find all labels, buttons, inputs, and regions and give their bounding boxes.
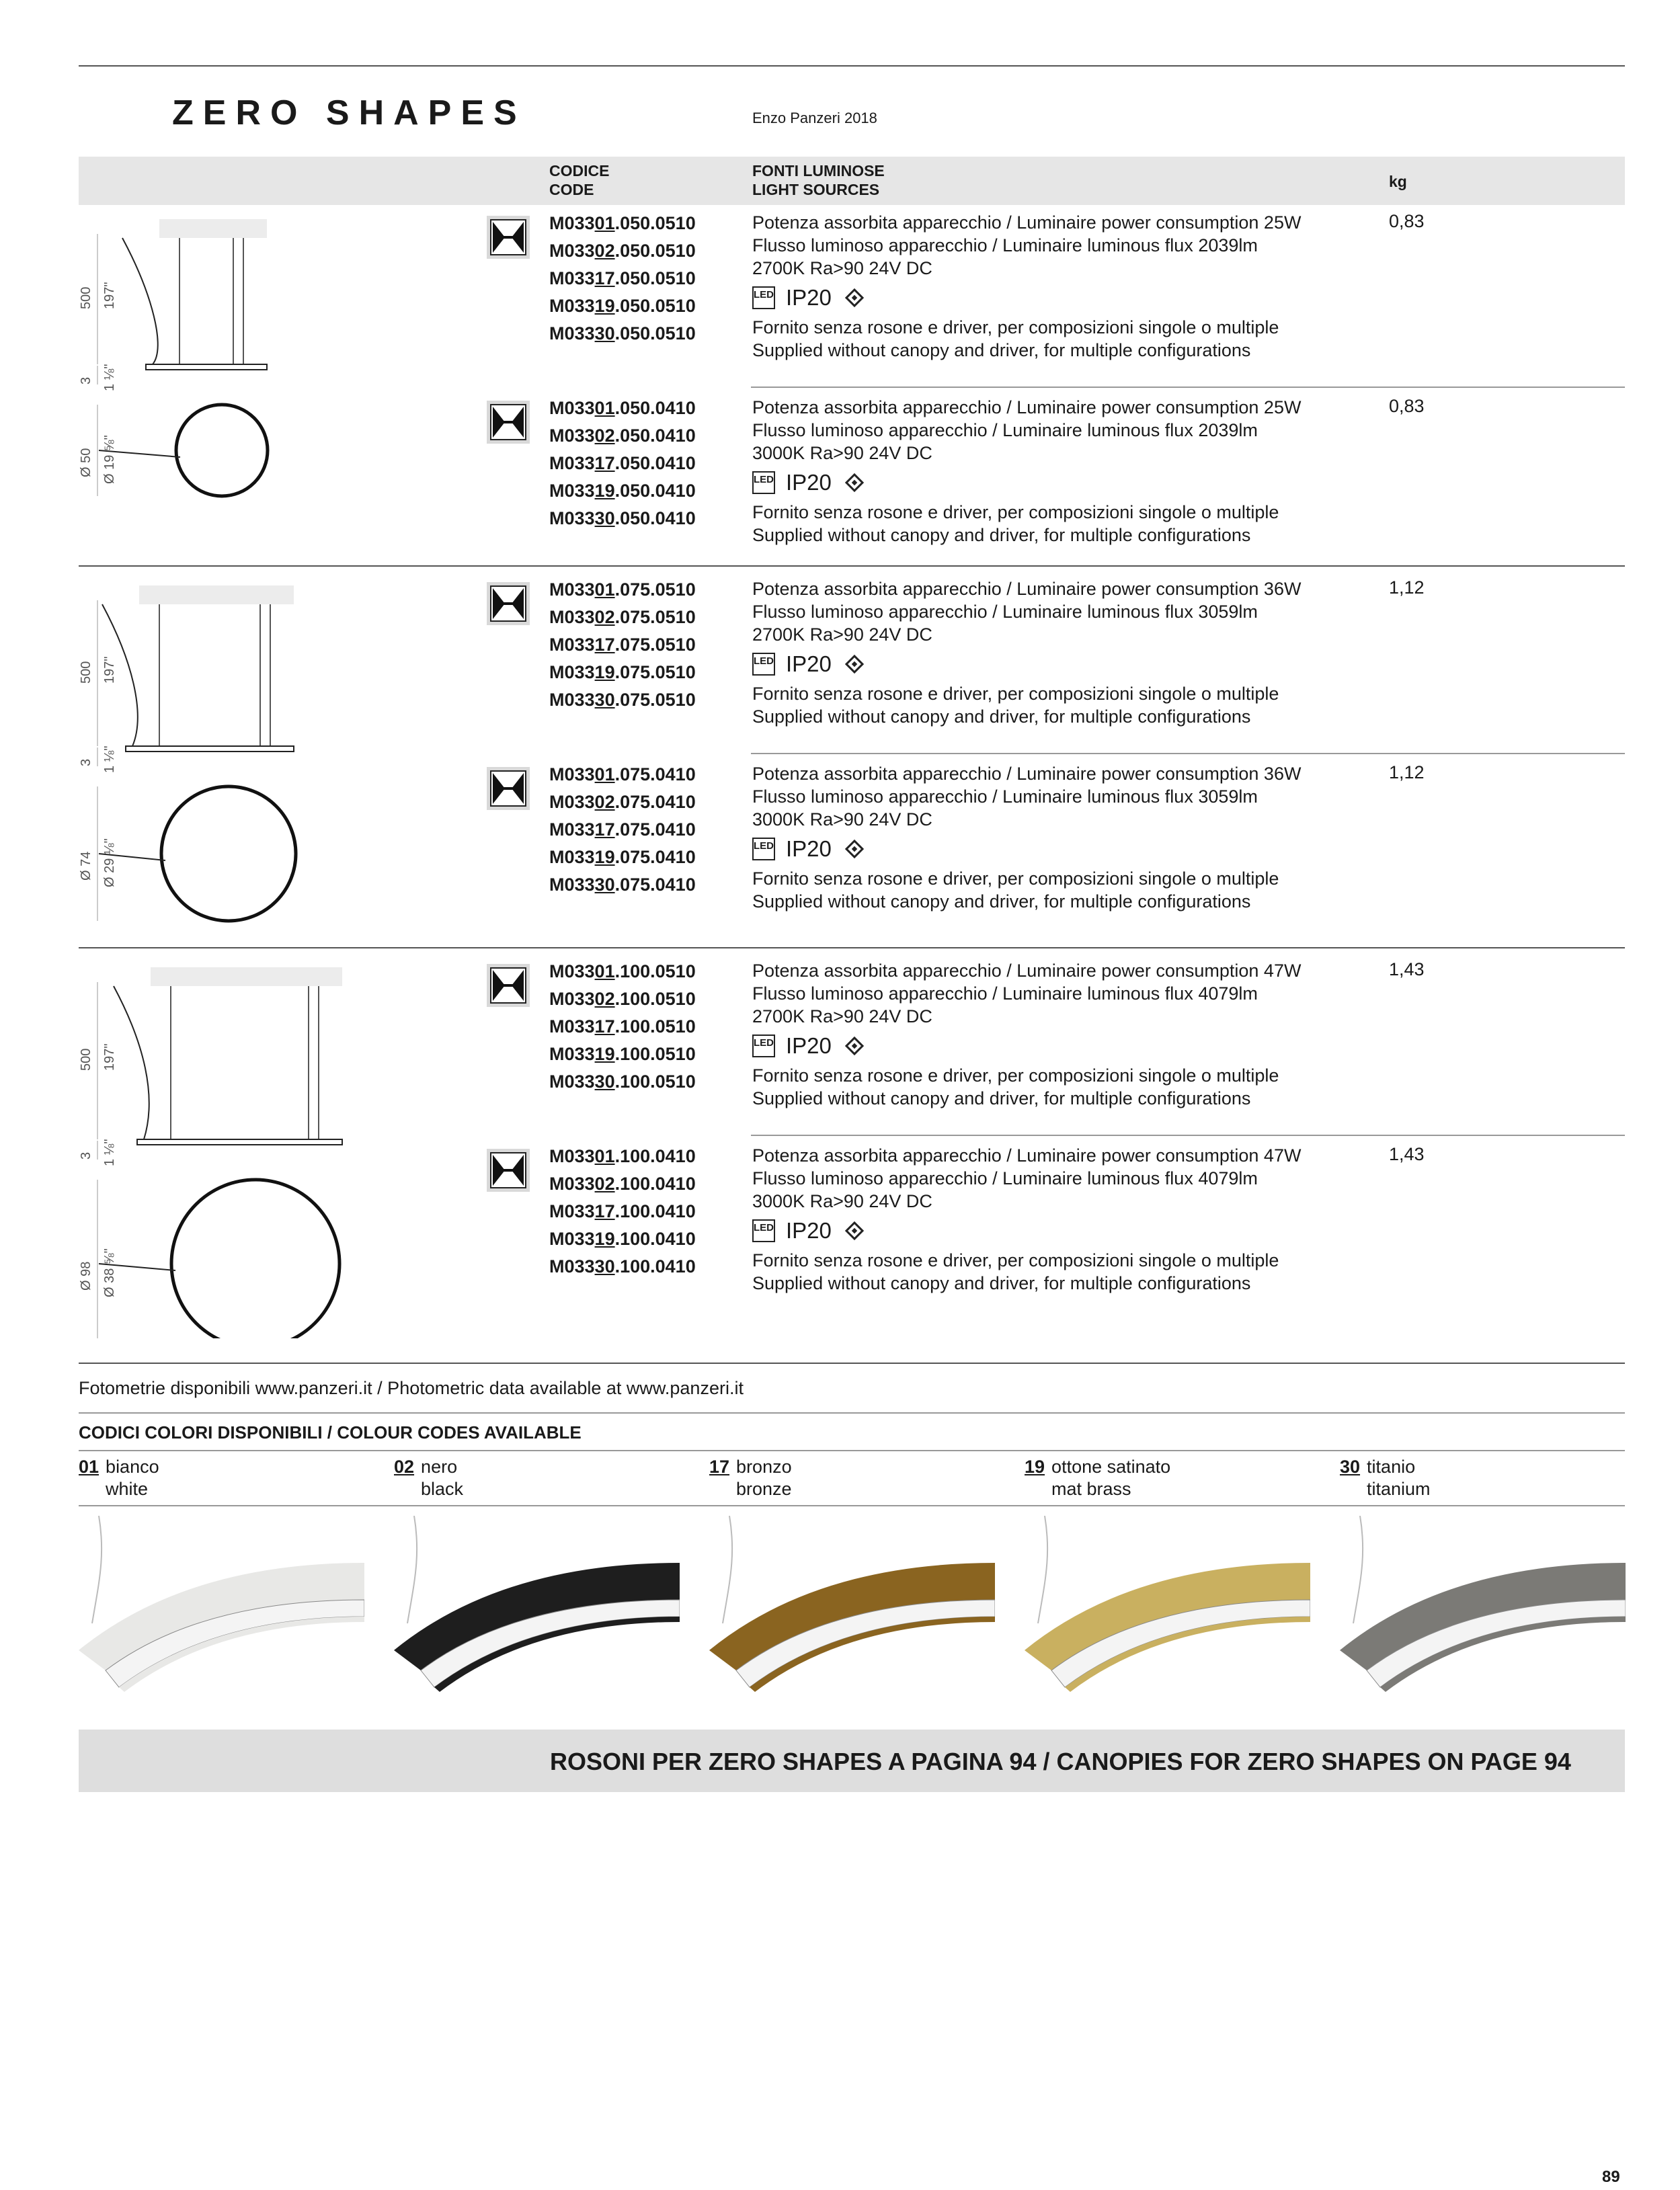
spec-note-en: Supplied without canopy and driver, for multiple configurations xyxy=(752,891,1251,911)
beam-icon xyxy=(487,1149,530,1192)
spec-temp: 2700K Ra>90 24V DC xyxy=(752,624,932,645)
ip-rating: IP20 xyxy=(786,285,832,310)
designer-year: Enzo Panzeri 2018 xyxy=(752,110,877,126)
colour-code: 30 xyxy=(594,1071,615,1092)
product-code xyxy=(549,395,696,422)
product-code xyxy=(549,576,696,604)
colour-code-item xyxy=(709,1456,792,1500)
code-prefix: M033 xyxy=(549,792,595,812)
weight-value: 1,12 xyxy=(1389,577,1425,598)
colour-code: 30 xyxy=(594,508,615,528)
ring-side-view xyxy=(126,746,294,752)
col-code-it: CODICE xyxy=(549,162,610,179)
code-suffix: .100.0510 xyxy=(614,989,696,1009)
colour-code: 02 xyxy=(594,241,615,261)
colour-code: 01 xyxy=(594,764,615,784)
safety-class-icon xyxy=(845,288,864,307)
product-code xyxy=(549,659,696,686)
spec-temp: 2700K Ra>90 24V DC xyxy=(752,258,932,278)
beam-icon xyxy=(487,401,530,444)
colour-name-en: white xyxy=(106,1479,149,1499)
product-code xyxy=(549,1198,696,1225)
code-prefix: M033 xyxy=(549,847,595,867)
hanging-wire xyxy=(1353,1516,1363,1623)
code-suffix: .100.0410 xyxy=(614,1256,696,1276)
spec-power: Potenza assorbita apparecchio / Luminaire power consumption 25W xyxy=(752,212,1302,233)
code-suffix: .100.0410 xyxy=(614,1146,696,1166)
beam-icon xyxy=(487,216,530,259)
product-code xyxy=(549,844,696,871)
beam-icon xyxy=(487,767,530,810)
code-suffix: .050.0410 xyxy=(614,398,696,418)
colour-name-it: ottone satinato xyxy=(1051,1457,1171,1477)
beam-icon xyxy=(487,964,530,1007)
colour-code: 17 xyxy=(594,453,615,473)
hanging-wire xyxy=(407,1516,417,1623)
colour-swatch-titanio xyxy=(1340,1516,1626,1717)
colour-code-item xyxy=(1025,1456,1170,1500)
canopy-note: ROSONI PER ZERO SHAPES A PAGINA 94 / CANOPIES FOR ZERO SHAPES ON PAGE 94 xyxy=(550,1748,1571,1775)
spec-flux: Flusso luminoso apparecchio / Luminaire luminous flux 4079lm xyxy=(752,983,1258,1004)
code-prefix: M033 xyxy=(549,607,595,627)
colour-heading: CODICI COLORI DISPONIBILI / COLOUR CODES AVAILABLE xyxy=(79,1422,582,1443)
spec-flux: Flusso luminoso apparecchio / Luminaire luminous flux 3059lm xyxy=(752,602,1258,622)
safety-class-icon xyxy=(845,1037,864,1055)
spec-note-it: Fornito senza rosone e driver, per composizioni singole o multiple xyxy=(752,502,1279,522)
code-suffix: .050.0510 xyxy=(614,268,696,288)
code-suffix: .100.0410 xyxy=(614,1201,696,1221)
colour-swatch-nero xyxy=(394,1516,680,1717)
dimension-label: 1 ⅛" xyxy=(102,364,117,391)
code-suffix: .100.0510 xyxy=(614,1044,696,1064)
spec-power: Potenza assorbita apparecchio / Luminaire power consumption 36W xyxy=(752,579,1302,599)
code-prefix: M033 xyxy=(549,1256,595,1276)
col-light-en: LIGHT SOURCES xyxy=(752,181,880,198)
weight-value: 1,43 xyxy=(1389,959,1425,979)
safety-class-icon xyxy=(845,655,864,674)
code-suffix: .100.0510 xyxy=(614,1071,696,1092)
rating-row xyxy=(752,1213,1344,1249)
light-source-specs xyxy=(752,577,1344,728)
variant-rule xyxy=(751,753,1625,754)
colour-code: 17 xyxy=(594,268,615,288)
code-prefix: M033 xyxy=(549,1044,595,1064)
code-list xyxy=(549,1143,696,1281)
code-suffix: .050.0410 xyxy=(614,481,696,501)
light-source-specs xyxy=(752,762,1344,913)
section-rule xyxy=(79,1412,1625,1414)
code-suffix: .075.0510 xyxy=(614,579,696,600)
product-code xyxy=(549,1253,696,1281)
code-prefix: M033 xyxy=(549,425,595,446)
code-prefix: M033 xyxy=(549,1201,595,1221)
spec-note-en: Supplied without canopy and driver, for multiple configurations xyxy=(752,1273,1251,1293)
product-code xyxy=(549,1013,696,1041)
rating-row xyxy=(752,464,1344,501)
spec-power: Potenza assorbita apparecchio / Luminaire power consumption 47W xyxy=(752,961,1302,981)
spec-note-it: Fornito senza rosone e driver, per composizioni singole o multiple xyxy=(752,684,1279,704)
power-cable xyxy=(114,986,149,1139)
colour-code-item xyxy=(1340,1456,1431,1500)
product-code xyxy=(549,422,696,450)
product-code xyxy=(549,816,696,844)
variant-rule xyxy=(751,387,1625,388)
section-rule xyxy=(79,1450,1625,1451)
dimension-label: 3 xyxy=(79,758,93,766)
beam-shape-icon xyxy=(490,219,526,255)
code-suffix: .050.0510 xyxy=(614,241,696,261)
colour-swatch-bianco xyxy=(79,1516,364,1717)
variant-rule xyxy=(751,1135,1625,1136)
dimension-label: Ø 29 ⅛" xyxy=(102,838,117,887)
product-code xyxy=(549,788,696,816)
light-source-specs xyxy=(752,211,1344,362)
product-drawing xyxy=(79,580,495,957)
product-code xyxy=(549,477,696,505)
colour-number: 17 xyxy=(709,1457,730,1477)
code-suffix: .050.0510 xyxy=(614,323,696,343)
colour-code: 02 xyxy=(594,1174,615,1194)
code-suffix: .100.0410 xyxy=(614,1174,696,1194)
code-prefix: M033 xyxy=(549,323,595,343)
product-code xyxy=(549,210,696,237)
dimension-label: 500 xyxy=(79,661,93,684)
beam-shape-icon xyxy=(490,770,526,807)
section-rule xyxy=(79,1505,1625,1506)
code-prefix: M033 xyxy=(549,398,595,418)
colour-line xyxy=(709,1456,792,1478)
colour-line xyxy=(79,1456,159,1478)
weight-value: 1,43 xyxy=(1389,1144,1425,1164)
beam-shape-icon xyxy=(490,585,526,622)
ip-rating: IP20 xyxy=(786,1033,832,1058)
ring-side-view xyxy=(137,1139,342,1145)
colour-code: 02 xyxy=(594,425,615,446)
section-rule xyxy=(79,1363,1625,1364)
code-prefix: M033 xyxy=(549,764,595,784)
colour-number: 01 xyxy=(79,1457,99,1477)
code-suffix: .075.0510 xyxy=(614,607,696,627)
colour-code: 01 xyxy=(594,398,615,418)
ip-rating: IP20 xyxy=(786,470,832,495)
colour-name-it: nero xyxy=(421,1457,458,1477)
code-prefix: M033 xyxy=(549,453,595,473)
code-prefix: M033 xyxy=(549,508,595,528)
safety-class-icon xyxy=(845,473,864,492)
ring-side-view xyxy=(146,364,267,370)
dimension-label: 1 ⅛" xyxy=(102,745,117,773)
weight-value: 1,12 xyxy=(1389,762,1425,782)
code-suffix: .075.0510 xyxy=(614,690,696,710)
code-prefix: M033 xyxy=(549,481,595,501)
code-prefix: M033 xyxy=(549,989,595,1009)
code-prefix: M033 xyxy=(549,1146,595,1166)
code-suffix: .100.0510 xyxy=(614,1016,696,1037)
colour-swatch-bronzo xyxy=(709,1516,995,1717)
colour-line xyxy=(1025,1456,1170,1478)
photometric-note: Fotometrie disponibili www.panzeri.it / Photometric data available at www.panzeri.it xyxy=(79,1378,744,1398)
code-suffix: .050.0410 xyxy=(614,508,696,528)
rating-row xyxy=(752,1028,1344,1064)
product-drawing xyxy=(79,962,495,1338)
colour-code: 17 xyxy=(594,1016,615,1037)
ring-top-view xyxy=(161,786,296,921)
colour-code: 01 xyxy=(594,1146,615,1166)
colour-code: 19 xyxy=(594,296,615,316)
product-code xyxy=(549,292,696,320)
spec-note-it: Fornito senza rosone e driver, per composizioni singole o multiple xyxy=(752,1250,1279,1270)
hanging-wire xyxy=(723,1516,732,1623)
colour-code: 30 xyxy=(594,690,615,710)
beam-shape-icon xyxy=(490,404,526,440)
group-rule xyxy=(79,565,1625,567)
colour-code: 19 xyxy=(594,662,615,682)
colour-code: 19 xyxy=(594,1044,615,1064)
spec-temp: 3000K Ra>90 24V DC xyxy=(752,809,932,829)
col-header-light xyxy=(752,161,885,199)
spec-flux: Flusso luminoso apparecchio / Luminaire luminous flux 3059lm xyxy=(752,786,1258,807)
power-cable xyxy=(122,238,158,364)
colour-number: 02 xyxy=(394,1457,415,1477)
safety-class-icon xyxy=(845,840,864,858)
beam-icon xyxy=(487,582,530,625)
spec-flux: Flusso luminoso apparecchio / Luminaire luminous flux 4079lm xyxy=(752,1168,1258,1188)
weight-value: 0,83 xyxy=(1389,211,1425,231)
page-number: 89 xyxy=(1602,2168,1620,2186)
dimension-label: Ø 38 ⅝" xyxy=(102,1248,117,1297)
code-list xyxy=(549,761,696,899)
code-prefix: M033 xyxy=(549,1174,595,1194)
code-list xyxy=(549,576,696,714)
dimension-label: 197" xyxy=(102,656,117,684)
spec-power: Potenza assorbita apparecchio / Luminaire power consumption 36W xyxy=(752,764,1302,784)
spec-note-en: Supplied without canopy and driver, for multiple configurations xyxy=(752,525,1251,545)
col-light-it: FONTI LUMINOSE xyxy=(752,162,885,179)
led-icon: LED xyxy=(752,286,775,309)
code-suffix: .050.0510 xyxy=(614,213,696,233)
code-suffix: .050.0510 xyxy=(614,296,696,316)
code-suffix: .075.0410 xyxy=(614,792,696,812)
rating-row xyxy=(752,646,1344,682)
rating-row xyxy=(752,280,1344,316)
code-suffix: .050.0410 xyxy=(614,425,696,446)
colour-code: 01 xyxy=(594,961,615,981)
code-suffix: .075.0410 xyxy=(614,847,696,867)
spec-note-en: Supplied without canopy and driver, for multiple configurations xyxy=(752,1088,1251,1108)
led-icon: LED xyxy=(752,1035,775,1057)
dimension-label: Ø 74 xyxy=(79,851,93,881)
hanging-wire xyxy=(1038,1516,1047,1623)
spec-flux: Flusso luminoso apparecchio / Luminaire luminous flux 2039lm xyxy=(752,235,1258,255)
colour-code: 02 xyxy=(594,607,615,627)
ring-top-view xyxy=(176,405,268,496)
colour-name-it: bronzo xyxy=(736,1457,792,1477)
product-code xyxy=(549,631,696,659)
colour-swatch-ottone-satinato xyxy=(1025,1516,1310,1717)
product-code xyxy=(549,1041,696,1068)
colour-name-it: titanio xyxy=(1367,1457,1416,1477)
code-prefix: M033 xyxy=(549,296,595,316)
beam-shape-icon xyxy=(490,967,526,1004)
code-prefix: M033 xyxy=(549,1071,595,1092)
led-icon: LED xyxy=(752,1219,775,1242)
ip-rating: IP20 xyxy=(786,836,832,861)
spec-flux: Flusso luminoso apparecchio / Luminaire luminous flux 2039lm xyxy=(752,420,1258,440)
code-list xyxy=(549,210,696,348)
spec-note-en: Supplied without canopy and driver, for multiple configurations xyxy=(752,706,1251,727)
code-prefix: M033 xyxy=(549,690,595,710)
colour-name-en: black xyxy=(421,1479,464,1499)
colour-code-item xyxy=(79,1456,159,1500)
ip-rating: IP20 xyxy=(786,651,832,676)
dimension-label: 197" xyxy=(102,1043,117,1071)
colour-code: 30 xyxy=(594,1256,615,1276)
code-prefix: M033 xyxy=(549,961,595,981)
dimension-label: Ø 98 xyxy=(79,1261,93,1291)
light-source-specs xyxy=(752,959,1344,1110)
col-code-en: CODE xyxy=(549,181,594,198)
code-prefix: M033 xyxy=(549,819,595,840)
colour-name-en: mat brass xyxy=(1051,1479,1131,1499)
code-suffix: .075.0410 xyxy=(614,875,696,895)
colour-code: 19 xyxy=(594,1229,615,1249)
colour-number: 19 xyxy=(1025,1457,1045,1477)
code-prefix: M033 xyxy=(549,662,595,682)
product-code xyxy=(549,237,696,265)
code-prefix: M033 xyxy=(549,1229,595,1249)
dimension-label: 500 xyxy=(79,286,93,309)
ip-rating: IP20 xyxy=(786,1218,832,1243)
code-prefix: M033 xyxy=(549,1016,595,1037)
colour-code: 17 xyxy=(594,1201,615,1221)
code-prefix: M033 xyxy=(549,241,595,261)
colour-name-en: bronze xyxy=(736,1479,792,1499)
colour-code: 30 xyxy=(594,323,615,343)
spec-note-it: Fornito senza rosone e driver, per composizioni singole o multiple xyxy=(752,1065,1279,1086)
colour-code-item xyxy=(394,1456,463,1500)
spec-note-en: Supplied without canopy and driver, for multiple configurations xyxy=(752,340,1251,360)
product-code xyxy=(549,1068,696,1096)
code-list xyxy=(549,395,696,532)
product-code xyxy=(549,320,696,348)
product-code xyxy=(549,265,696,292)
dimension-label: Ø 19 ⅝" xyxy=(102,435,117,484)
code-prefix: M033 xyxy=(549,635,595,655)
light-source-specs xyxy=(752,396,1344,546)
spec-temp: 3000K Ra>90 24V DC xyxy=(752,1191,932,1211)
colour-code: 02 xyxy=(594,792,615,812)
product-code xyxy=(549,985,696,1013)
dimension-label: 197" xyxy=(102,282,117,309)
colour-code: 17 xyxy=(594,819,615,840)
col-header-kg: kg xyxy=(1389,173,1407,190)
led-icon: LED xyxy=(752,838,775,860)
spec-temp: 2700K Ra>90 24V DC xyxy=(752,1006,932,1026)
led-icon: LED xyxy=(752,471,775,494)
spec-temp: 3000K Ra>90 24V DC xyxy=(752,443,932,463)
ceiling-canopy xyxy=(151,967,342,986)
colour-code: 19 xyxy=(594,481,615,501)
product-code xyxy=(549,1225,696,1253)
dimension-label: 3 xyxy=(79,376,93,384)
code-suffix: .075.0410 xyxy=(614,764,696,784)
led-icon: LED xyxy=(752,653,775,676)
product-code xyxy=(549,505,696,532)
code-suffix: .100.0410 xyxy=(614,1229,696,1249)
colour-code: 02 xyxy=(594,989,615,1009)
colour-number: 30 xyxy=(1340,1457,1361,1477)
product-code xyxy=(549,1170,696,1198)
spec-note-it: Fornito senza rosone e driver, per composizioni singole o multiple xyxy=(752,317,1279,337)
ceiling-canopy xyxy=(139,585,294,604)
colour-name-en: titanium xyxy=(1367,1479,1431,1499)
colour-code: 01 xyxy=(594,579,615,600)
dimension-label: 500 xyxy=(79,1048,93,1071)
page-title: ZERO SHAPES xyxy=(172,93,526,132)
product-drawing xyxy=(79,214,495,590)
beam-shape-icon xyxy=(490,1152,526,1188)
colour-name-it: bianco xyxy=(106,1457,159,1477)
weight-value: 0,83 xyxy=(1389,396,1425,416)
ceiling-canopy xyxy=(159,219,267,238)
col-header-code xyxy=(549,161,609,199)
code-prefix: M033 xyxy=(549,579,595,600)
product-code xyxy=(549,761,696,788)
colour-code: 17 xyxy=(594,635,615,655)
product-code xyxy=(549,604,696,631)
colour-code: 30 xyxy=(594,875,615,895)
code-suffix: .100.0510 xyxy=(614,961,696,981)
product-code xyxy=(549,1143,696,1170)
hanging-wire xyxy=(92,1516,102,1623)
code-list xyxy=(549,958,696,1096)
product-code xyxy=(549,958,696,985)
top-rule xyxy=(79,65,1625,67)
spec-power: Potenza assorbita apparecchio / Luminaire power consumption 25W xyxy=(752,397,1302,417)
light-source-specs xyxy=(752,1144,1344,1295)
colour-line xyxy=(1340,1456,1431,1478)
code-suffix: .075.0410 xyxy=(614,819,696,840)
ring-top-view xyxy=(171,1180,339,1338)
colour-code: 19 xyxy=(594,847,615,867)
colour-code: 01 xyxy=(594,213,615,233)
product-code xyxy=(549,450,696,477)
dimension-label: 3 xyxy=(79,1151,93,1160)
code-prefix: M033 xyxy=(549,213,595,233)
dimension-label: 1 ⅛" xyxy=(102,1139,117,1166)
colour-line xyxy=(394,1456,463,1478)
product-code xyxy=(549,871,696,899)
dimension-label: Ø 50 xyxy=(79,448,93,477)
group-rule xyxy=(79,947,1625,948)
spec-power: Potenza assorbita apparecchio / Luminaire power consumption 47W xyxy=(752,1145,1302,1166)
safety-class-icon xyxy=(845,1221,864,1240)
code-prefix: M033 xyxy=(549,268,595,288)
product-code xyxy=(549,686,696,714)
spec-note-it: Fornito senza rosone e driver, per composizioni singole o multiple xyxy=(752,868,1279,889)
code-suffix: .050.0410 xyxy=(614,453,696,473)
code-suffix: .075.0510 xyxy=(614,635,696,655)
rating-row xyxy=(752,831,1344,867)
code-prefix: M033 xyxy=(549,875,595,895)
code-suffix: .075.0510 xyxy=(614,662,696,682)
